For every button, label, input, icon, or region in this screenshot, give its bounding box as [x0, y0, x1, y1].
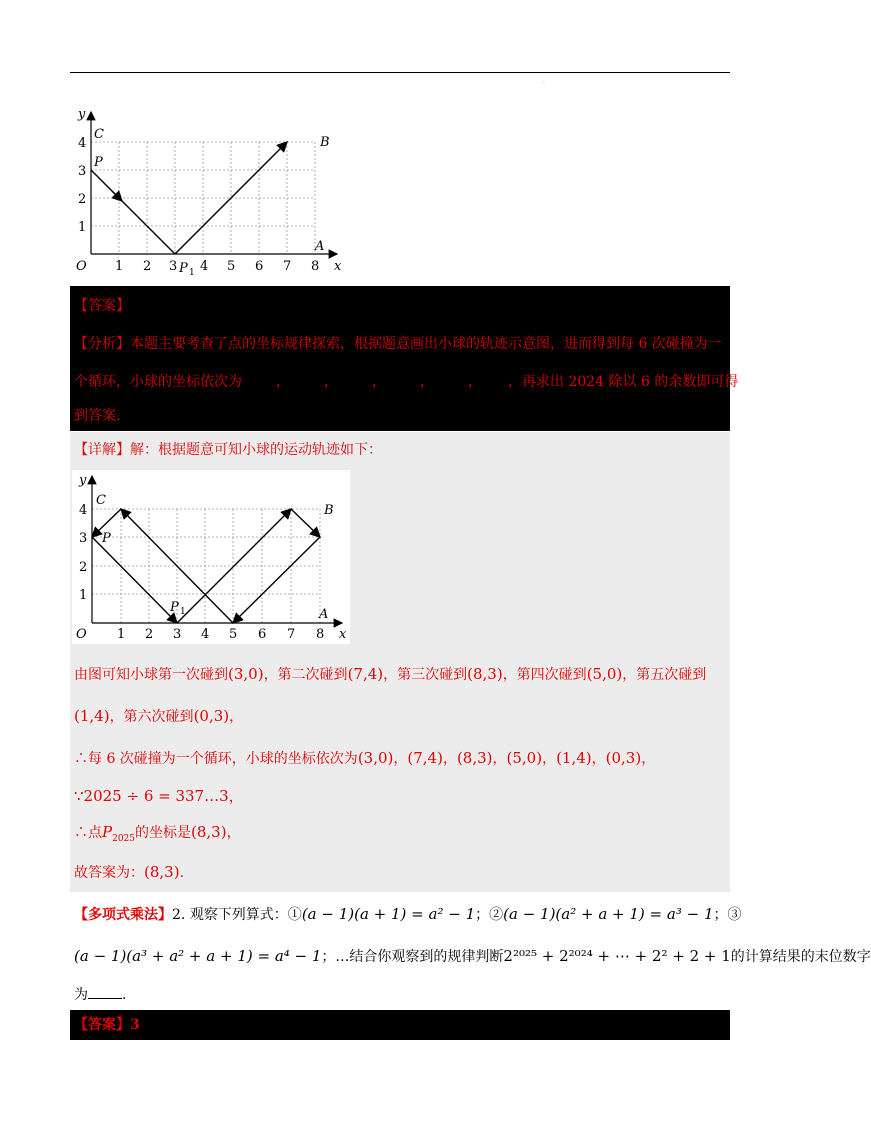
fig1-label-c: C: [94, 127, 104, 142]
detail-text: ，第三次碰到: [383, 667, 468, 683]
coord: (0,3): [193, 707, 230, 725]
coord: (7,4): [407, 749, 443, 767]
analysis-comma: ，: [468, 374, 482, 390]
fig1-x-label: x: [334, 259, 342, 274]
fig1-xtick: 2: [143, 259, 152, 274]
coord: (8,3): [144, 863, 180, 881]
detail-line-3: [74, 748, 655, 769]
fig2-xtick: 4: [201, 627, 210, 642]
detail-text: ∴每 6 次碰撞为一个循环，小球的坐标依次为: [74, 751, 358, 767]
fig1-label-b: B: [320, 135, 330, 150]
answer-blank: [88, 984, 122, 999]
analysis-line-2b: ，再求出 2024 除以 6 的余数即可得: [508, 374, 739, 390]
fig1-ytick: 2: [78, 192, 87, 207]
answer-label-1: 【答案】: [74, 298, 130, 314]
sep: ，: [591, 751, 606, 767]
answer-label-2: 【答案】3: [74, 1017, 140, 1033]
question-2-line-1: [74, 904, 741, 925]
equation-2: (a − 1)(a² + a + 1) = a³ − 1: [503, 905, 714, 923]
detail-line-4: ∵2025 ÷ 6 = 337…3，: [74, 787, 244, 805]
coord: (3,0): [228, 665, 264, 683]
coord: (7,4): [347, 665, 384, 683]
coord: (5,0): [506, 749, 543, 767]
fig1-label-p1-sub: 1: [189, 268, 195, 278]
header-dot: ·: [543, 80, 545, 87]
fig2-xtick: 3: [173, 627, 182, 642]
header-rule: [70, 72, 730, 73]
coord: (1,4): [74, 707, 110, 725]
analysis-line-3: 到答案.: [74, 408, 121, 424]
fig1-origin: O: [76, 259, 87, 274]
fig1-xtick: 8: [311, 259, 320, 274]
fig2-label-a: A: [319, 607, 329, 622]
coord: (8,3): [456, 749, 493, 767]
fig2-origin: O: [76, 627, 87, 642]
detail-line-5: [74, 822, 241, 849]
coord: (1,4): [556, 749, 592, 767]
detail-text: ，: [229, 709, 244, 725]
fig1-xtick: 7: [283, 259, 292, 274]
question-text: 为: [74, 987, 88, 1003]
fig2-xtick: 5: [229, 627, 238, 642]
fig2-xtick: 1: [117, 627, 126, 642]
analysis-comma: ，: [276, 374, 290, 390]
fig1-y-label: y: [78, 107, 86, 122]
fig2-xtick: 7: [287, 627, 296, 642]
detail-intro: 【详解】解：根据题意可知小球的运动轨迹如下：: [74, 442, 382, 458]
fig2-x-label: x: [339, 627, 347, 642]
sep: ，: [492, 751, 507, 767]
question-text: 观察下列算式：①: [189, 907, 302, 923]
fig2-xtick: 2: [145, 627, 154, 642]
detail-text: ，第四次碰到: [502, 667, 587, 683]
analysis-comma: ，: [420, 374, 434, 390]
detail-text: ∴点: [74, 825, 102, 841]
detail-line-2: [74, 706, 243, 727]
equation-3: (a − 1)(a³ + a² + a + 1) = a⁴ − 1: [74, 947, 322, 965]
fig1-label-a: A: [315, 239, 325, 254]
fig1-xtick: 4: [200, 259, 209, 274]
fig1-label-p1: P: [179, 261, 188, 276]
figure-2-graph: [72, 470, 350, 644]
detail-text: .: [179, 865, 185, 881]
analysis-comma: ，: [324, 374, 338, 390]
sep: ，: [542, 751, 557, 767]
analysis-line-2a: 个循环，小球的坐标依次为: [74, 374, 242, 390]
fig2-ytick: 1: [79, 588, 88, 603]
detail-text: 由图可知小球第一次碰到: [74, 667, 228, 683]
detail-text: ，: [226, 825, 241, 841]
fig2-xtick: 6: [258, 627, 267, 642]
question-text: 的计算结果的末位数字: [730, 949, 871, 965]
point-p: P: [102, 823, 113, 841]
question-text: ；③: [713, 907, 742, 923]
answer-bar-1: [70, 286, 730, 431]
detail-text: 故答案为：: [74, 865, 144, 881]
fig1-xtick: 6: [255, 259, 264, 274]
fig2-ytick: 3: [79, 531, 88, 546]
fig1-xtick: 3: [169, 259, 178, 274]
question-2-line-3: [74, 984, 126, 1005]
fig1-ytick: 4: [78, 136, 87, 151]
fig1-ytick: 3: [78, 164, 87, 179]
question-tag: 【多项式乘法】: [74, 907, 172, 923]
fig2-ytick: 4: [79, 503, 88, 518]
question-text: ；②: [475, 907, 504, 923]
fig1-xtick: 5: [227, 259, 236, 274]
fig2-label-p1: P: [170, 600, 179, 615]
detail-text: 的坐标是: [135, 825, 191, 841]
figure-1-graph: [72, 102, 352, 280]
detail-text: ，第二次碰到: [263, 667, 348, 683]
detail-line-1: [74, 664, 706, 685]
detail-text: ，第五次碰到: [622, 667, 707, 683]
fig1-ytick: 1: [78, 220, 87, 235]
sum-expression: 2²⁰²⁵ + 2²⁰²⁴ + ⋯ + 2² + 2 + 1: [503, 947, 731, 965]
fig2-y-label: y: [79, 473, 87, 488]
fig2-label-p1-sub: 1: [180, 607, 186, 617]
sep: ，: [393, 751, 408, 767]
detail-line-6: [74, 862, 184, 883]
analysis-line-2: [74, 372, 738, 392]
coord: (3,0): [357, 749, 394, 767]
fig1-label-p: P: [94, 155, 103, 170]
question-text: .: [122, 987, 127, 1003]
fig2-label-b: B: [324, 503, 334, 518]
answer-bar-2: [70, 1010, 730, 1040]
coord: (5,0): [586, 665, 623, 683]
point-p-subscript: 2025: [112, 833, 135, 844]
equation-1: (a − 1)(a + 1) = a² − 1: [301, 905, 476, 923]
detail-text: ，第六次碰到: [109, 709, 194, 725]
analysis-line-1: 【分析】本题主要考查了点的坐标规律探索，根据题意画出小球的轨迹示意图，进而得到每 6 次碰撞为一: [74, 336, 722, 352]
fig2-xtick: 8: [316, 627, 325, 642]
question-text: ；…结合你观察到的规律判断: [321, 949, 504, 965]
fig2-ytick: 2: [79, 560, 88, 575]
question-2-line-2: [74, 946, 871, 967]
coord: (0,3): [605, 749, 642, 767]
coord: (8,3): [191, 823, 227, 841]
fig2-label-c: C: [96, 493, 106, 508]
fig2-label-p: P: [102, 531, 111, 546]
sep: ，: [442, 751, 457, 767]
detail-text: ，: [641, 751, 656, 767]
analysis-comma: ，: [372, 374, 386, 390]
question-number: 2.: [172, 907, 186, 923]
coord: (8,3): [467, 665, 503, 683]
fig1-xtick: 1: [115, 259, 124, 274]
